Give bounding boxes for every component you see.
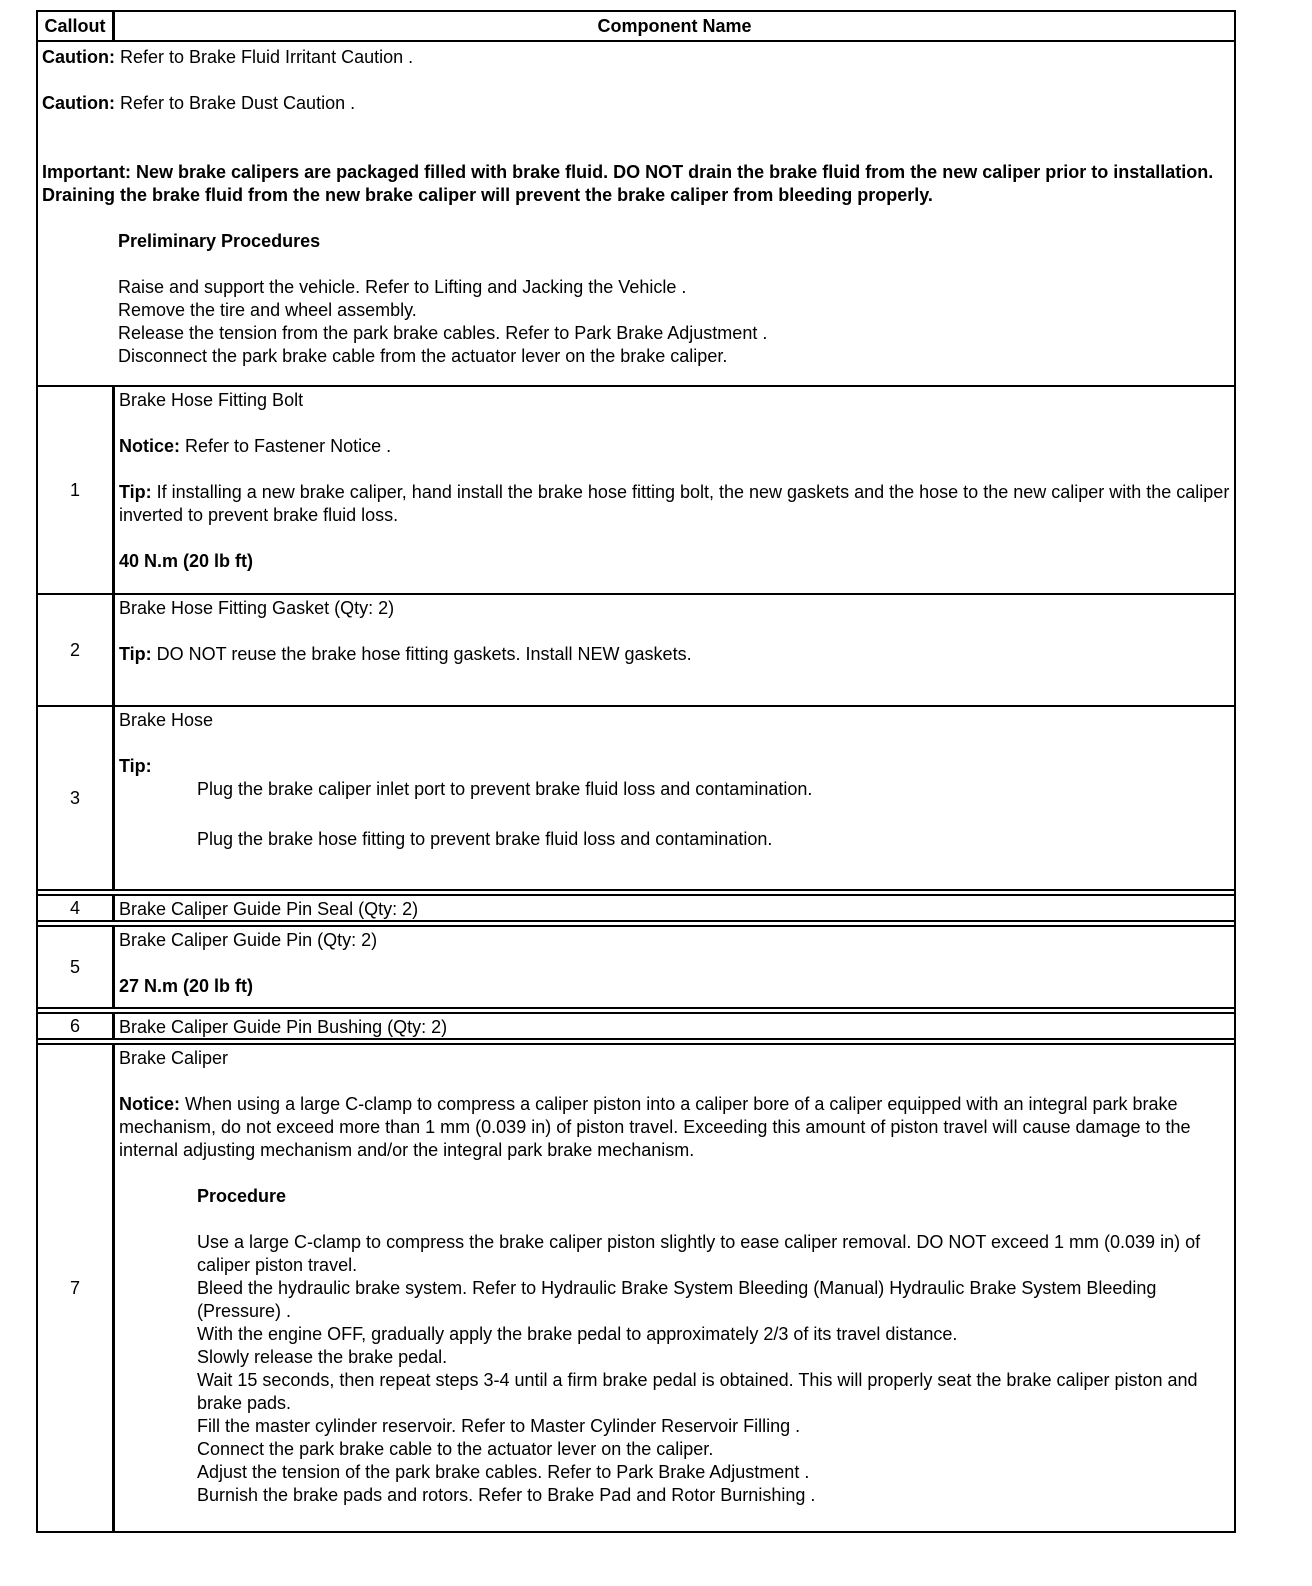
callout-number: 3 <box>38 707 115 889</box>
tip-label: Tip: <box>119 756 152 776</box>
intro-row <box>36 42 1236 387</box>
procedure-step: Wait 15 seconds, then repeat steps 3-4 until a firm brake pedal is obtained. This will properly seat the brake caliper piston and brake pads. <box>197 1370 1198 1413</box>
callout-number: 7 <box>38 1045 115 1531</box>
tip-item: Plug the brake caliper inlet port to prevent brake fluid loss and contamination. <box>197 779 813 799</box>
caution-label: Caution: <box>42 47 115 67</box>
caution-text: Refer to Brake Dust Caution . <box>114 93 356 113</box>
procedure-step: Fill the master cylinder reservoir. Refer to Master Cylinder Reservoir Filling . <box>197 1416 801 1436</box>
prelim-step: Remove the tire and wheel assembly. <box>118 300 417 320</box>
prelim-step: Raise and support the vehicle. Refer to Lifting and Jacking the Vehicle . <box>118 277 687 297</box>
procedure-step: Connect the park brake cable to the actuator lever on the caliper. <box>197 1439 714 1459</box>
component-header: Component Name <box>597 15 752 36</box>
prelim-title: Preliminary Procedures <box>118 231 321 251</box>
component-name: Brake Caliper <box>119 1048 229 1068</box>
table-row <box>36 894 1236 922</box>
important-note: Important: New brake calipers are packaged filled with brake fluid. DO NOT drain the brake fluid from the new caliper prior to installation. Draining the brake fluid from the new brake caliper will prevent the brake caliper from bleeding properly. <box>42 162 1214 205</box>
table-row <box>36 595 1236 707</box>
tip-text: DO NOT reuse the brake hose fitting gaskets. Install NEW gaskets. <box>151 644 692 664</box>
prelim-step: Release the tension from the park brake cables. Refer to Park Brake Adjustment . <box>118 323 768 343</box>
table-row <box>36 925 1236 1009</box>
callout-number: 6 <box>38 1014 115 1038</box>
component-name: Brake Hose Fitting Bolt <box>119 390 304 410</box>
prelim-step: Disconnect the park brake cable from the actuator lever on the brake caliper. <box>118 346 728 366</box>
component-name: Brake Caliper Guide Pin Bushing (Qty: 2) <box>119 1017 448 1037</box>
tip-item: Plug the brake hose fitting to prevent brake fluid loss and contamination. <box>197 829 773 849</box>
component-name: Brake Caliper Guide Pin (Qty: 2) <box>119 930 378 950</box>
procedure-step: Adjust the tension of the park brake cables. Refer to Park Brake Adjustment . <box>197 1462 810 1482</box>
notice-text: Refer to Fastener Notice . <box>180 436 392 456</box>
notice-label: Notice: <box>119 1094 181 1114</box>
callout-number: 5 <box>38 927 115 1007</box>
torque-spec: 40 N.m (20 lb ft) <box>119 551 254 571</box>
tip-text: If installing a new brake caliper, hand install the brake hose fitting bolt, the new gaskets and the hose to the new caliper with the caliper inverted to prevent brake fluid loss. <box>119 482 1230 525</box>
procedure-step: Burnish the brake pads and rotors. Refer to Brake Pad and Rotor Burnishing . <box>197 1485 816 1505</box>
table-header <box>36 10 1236 42</box>
procedure-step: With the engine OFF, gradually apply the brake pedal to approximately 2/3 of its travel distance. <box>197 1324 958 1344</box>
component-name: Brake Caliper Guide Pin Seal (Qty: 2) <box>119 899 419 919</box>
component-table <box>36 10 1236 1533</box>
procedure-step: Slowly release the brake pedal. <box>197 1347 448 1367</box>
table-row <box>36 707 1236 891</box>
table-row <box>36 387 1236 595</box>
procedure-step: Use a large C-clamp to compress the brake caliper piston slightly to ease caliper removal. DO NOT exceed 1 mm (0.039 in) of caliper piston travel. <box>197 1232 1201 1275</box>
caution-text: Refer to Brake Fluid Irritant Caution . <box>114 47 414 67</box>
tip-label: Tip: <box>119 644 152 664</box>
tip-label: Tip: <box>119 482 152 502</box>
procedure-title: Procedure <box>197 1186 287 1206</box>
torque-spec: 27 N.m (20 lb ft) <box>119 976 254 996</box>
component-name: Brake Hose Fitting Gasket (Qty: 2) <box>119 598 395 618</box>
table-row <box>36 1012 1236 1040</box>
notice-label: Notice: <box>119 436 181 456</box>
caution-label: Caution: <box>42 93 115 113</box>
callout-number: 2 <box>38 595 115 705</box>
callout-number: 1 <box>38 387 115 593</box>
callout-header: Callout <box>38 12 115 40</box>
notice-text: When using a large C-clamp to compress a caliper piston into a caliper bore of a caliper equipped with an integral park brake mechanism, do not exceed more than 1 mm (0.039 in) of piston travel. Exceeding this amount of piston travel will cause damage to the internal adjusting mechanism and/or the integral park brake mechanism. <box>119 1094 1191 1160</box>
procedure-step: Bleed the hydraulic brake system. Refer to Hydraulic Brake System Bleeding (Manual) Hydraulic Brake System Bleeding (Pressure) . <box>197 1278 1157 1321</box>
callout-number: 4 <box>38 896 115 920</box>
component-name: Brake Hose <box>119 710 214 730</box>
table-row <box>36 1043 1236 1533</box>
